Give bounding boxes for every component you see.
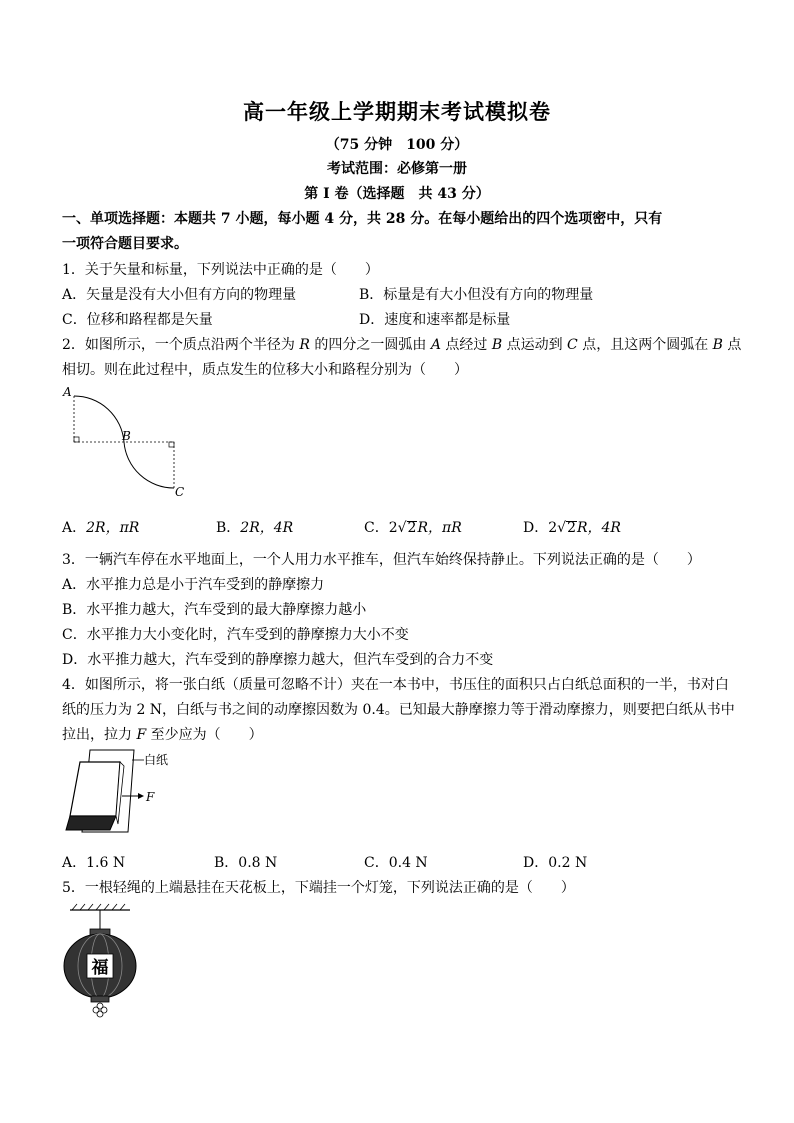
option-prefix: C．2 — [364, 520, 398, 536]
q1-option-d[interactable]: D．速度和速率都是标量 — [359, 312, 511, 328]
option-prefix: A． — [62, 520, 87, 536]
label-b: B — [122, 429, 131, 443]
q1-stem: 1．关于矢量和标量，下列说法中正确的是（ ） — [62, 262, 379, 278]
q4-var-f: F — [136, 727, 147, 743]
q4-text: 拉出，拉力 — [62, 727, 137, 743]
q2-text: 2．如图所示，一个质点沿两个半径为 — [62, 337, 300, 353]
sqrt-symbol: √ — [397, 520, 407, 536]
q2-option-b[interactable] — [216, 517, 293, 537]
exam-duration: （75 分钟 100 分） — [325, 137, 469, 153]
q1-option-c[interactable]: C．位移和路程都是矢量 — [62, 312, 213, 328]
q3-stem: 3．一辆汽车停在水平地面上，一个人用力水平推车，但汽车始终保持静止。下列说法正确的是（ ） — [62, 552, 701, 568]
q4-option-b[interactable]: B．0.8 N — [214, 855, 278, 871]
label-c: C — [175, 485, 185, 499]
q2-text: 点 — [722, 337, 742, 353]
q2-var-a: A — [430, 337, 441, 353]
q1-option-b[interactable]: B．标量是有大小但没有方向的物理量 — [359, 287, 594, 303]
q5-lantern-figure — [60, 900, 150, 1020]
exam-title: 高一年级上学期期末考试模拟卷 — [243, 99, 551, 124]
lantern-base — [91, 996, 109, 1002]
book-spine — [66, 816, 116, 830]
q2-text: 的四分之一圆弧由 — [309, 337, 431, 353]
q4-stem-line1: 4．如图所示，将一张白纸（质量可忽略不计）夹在一本书中，书压住的面积只占白纸总面积的一半，书对白 — [62, 677, 729, 693]
lantern-character: 福 — [91, 958, 109, 978]
q3-option-b[interactable]: B．水平推力越大，汽车受到的最大静摩擦力越小 — [62, 602, 367, 618]
sqrt-radicand: 2 — [567, 520, 576, 536]
option-value: 2R，πR — [86, 520, 140, 536]
q2-text: 点运动到 — [502, 337, 568, 353]
q2-var-r: R — [299, 337, 310, 353]
q1-option-a[interactable]: A．矢量是没有大小但有方向的物理量 — [62, 287, 297, 303]
arc-ab — [74, 396, 124, 442]
q2-text: 点经过 — [440, 337, 492, 353]
right-angle-mark — [169, 442, 174, 447]
q2-stem-line1 — [62, 334, 741, 354]
tassel-knot — [93, 1003, 107, 1017]
q2-var-c: C — [567, 337, 578, 353]
arc-bc — [124, 442, 174, 488]
q2-option-d[interactable] — [523, 517, 621, 537]
q3-option-d[interactable]: D．水平推力越大，汽车受到的静摩擦力越大，但汽车受到的合力不变 — [62, 652, 494, 668]
label-a: A — [63, 385, 72, 399]
q4-stem-line2: 纸的压力为 2 N，白纸与书之间的动摩擦因数为 0.4。已知最大静摩擦力等于滑动摩擦力，则要把白纸从书中 — [62, 702, 735, 718]
exam-part: 第 I 卷（选择题 共 43 分） — [304, 186, 490, 202]
q2-var-b: B — [712, 337, 723, 353]
ceiling-hatch — [72, 904, 125, 910]
q5-stem: 5．一根轻绳的上端悬挂在天花板上，下端挂一个灯笼，下列说法正确的是（ ） — [62, 880, 575, 896]
book-cover — [70, 762, 120, 816]
option-value: R，πR — [417, 520, 462, 536]
q2-text: 点，且这两个圆弧在 — [577, 337, 713, 353]
q4-option-d[interactable]: D．0.2 N — [523, 855, 588, 871]
q4-text: 至少应为（ ） — [146, 727, 263, 743]
q3-option-c[interactable]: C．水平推力大小变化时，汽车受到的静摩擦力大小不变 — [62, 627, 409, 643]
q2-arc-figure — [60, 384, 200, 504]
paper-label: 白纸 — [144, 753, 169, 767]
q2-option-a[interactable] — [62, 517, 139, 537]
option-value: 2R，4R — [240, 520, 294, 536]
section-heading-line2: 一项符合题目要求。 — [62, 236, 188, 252]
force-label: F — [146, 790, 155, 804]
sqrt-symbol: √ — [557, 520, 567, 536]
q4-stem-line3 — [62, 724, 263, 744]
arrow-head — [138, 793, 144, 799]
right-angle-mark — [74, 437, 79, 442]
option-value: R，4R — [576, 520, 621, 536]
q4-option-c[interactable]: C．0.4 N — [364, 855, 428, 871]
exam-scope: 考试范围：必修第一册 — [327, 161, 467, 177]
q2-option-c[interactable] — [364, 517, 462, 537]
q2-var-b: B — [491, 337, 503, 353]
q4-book-figure — [60, 744, 200, 844]
option-prefix: B． — [216, 520, 241, 536]
q4-option-a[interactable]: A．1.6 N — [62, 855, 126, 871]
sqrt-radicand: 2 — [407, 520, 417, 536]
option-prefix: D．2 — [523, 520, 558, 536]
q2-stem-line2: 相切。则在此过程中，质点发生的位移大小和路程分别为（ ） — [62, 362, 468, 378]
q3-option-a[interactable]: A．水平推力总是小于汽车受到的静摩擦力 — [62, 577, 325, 593]
section-heading-line1: 一、单项选择题：本题共 7 小题，每小题 4 分，共 28 分。在每小题给出的四个选项密中，只有 — [62, 211, 663, 227]
